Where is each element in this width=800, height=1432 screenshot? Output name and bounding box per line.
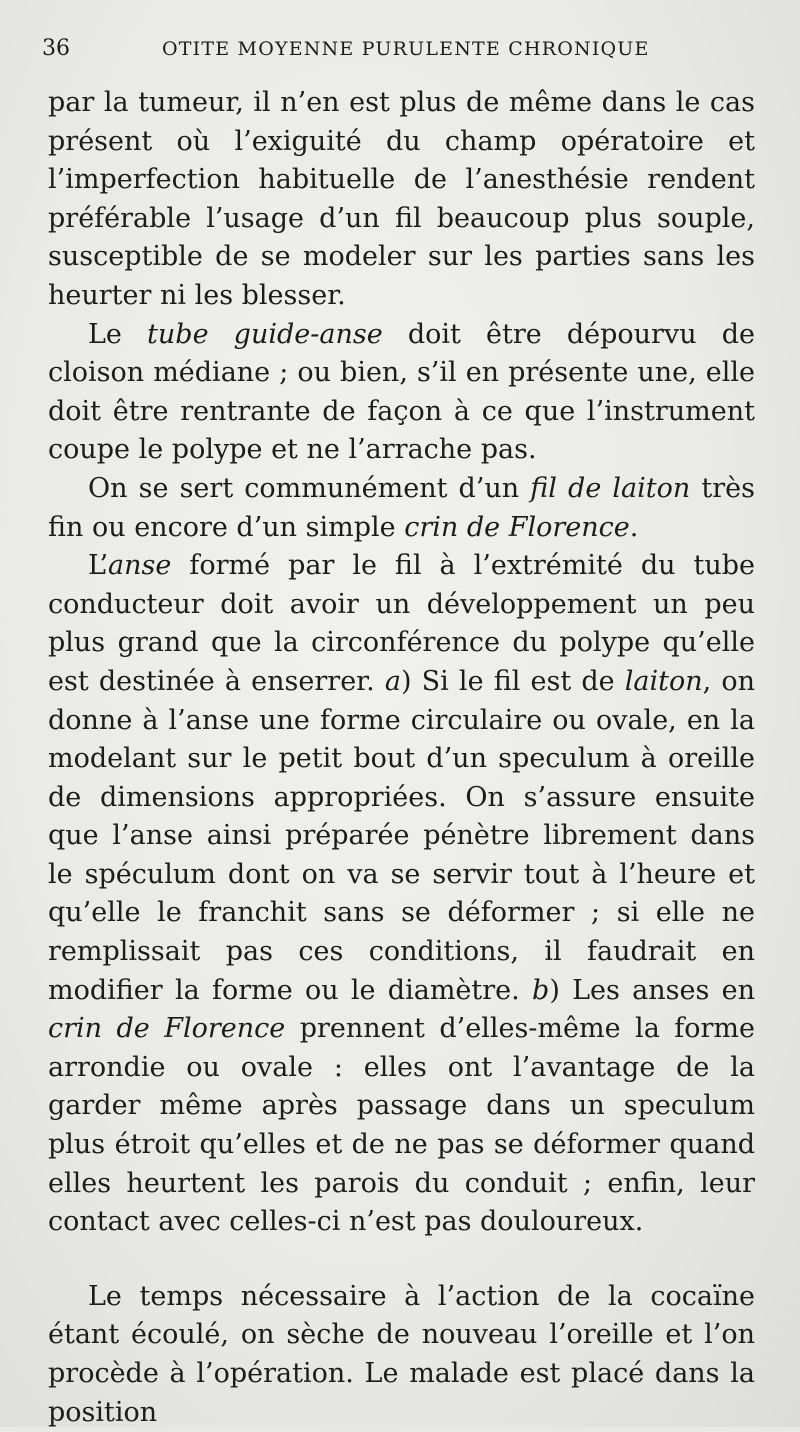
italic-term: a [384, 665, 401, 697]
paragraph-2: Le tube guide-anse doit être dépourvu de cloison médiane ; ou bien, s’il en présente une, elle doit être rentrante de façon à ce que l’instrument coupe le polype et ne l’arrache pas. [48, 318, 755, 466]
paragraph-1: par la tumeur, il n’en est plus de même dans le cas présent où l’exiguité du champ opératoire et l’imperfection habituelle de l’anesthésie rendent préférable l’usage d’un fil beaucoup plus souple, susceptible de se modeler sur les parties sans les heurter ni les blesser. [48, 87, 755, 311]
italic-term: b [532, 974, 550, 1006]
body-text [48, 84, 755, 1432]
page-header [42, 36, 742, 68]
page-number: 36 [42, 36, 70, 61]
italic-term: tube guide-anse [147, 318, 383, 350]
paragraph-4: L’anse formé par le fil à l’extrémité du tube conducteur doit avoir un développement un peu plus grand que la circonférence du polype qu’elle est destinée à enserrer. a) Si le fil est de laiton, on donne à l’anse une forme circulaire ou ovale, en la modelant sur le petit bout d’un speculum à oreille de dimensions appropriées. On s’assure ensuite que l’anse ainsi préparée pénètre librement dans le spéculum dont on va se servir tout à l’heure et qu’elle le franchit sans se déformer ; si elle ne remplissait pas ces conditions, il faudrait en modifier la forme ou le diamètre. b) Les anses en crin de Florence prennent d’elles-même la forme arrondie ou ovale : elles ont l’avantage de la garder même après passage dans un speculum plus étroit qu’elles et de ne pas se déformer quand elles heurtent les parois du conduit ; enfin, leur contact avec celles-ci n’est pas douloureux. [48, 550, 756, 1238]
running-title: OTITE MOYENNE PURULENTE CHRONIQUE [162, 38, 650, 60]
italic-term: laiton [624, 665, 703, 697]
italic-term: crin de Florence [48, 1013, 286, 1045]
paragraph-5: Le temps nécessaire à l’action de la cocaïne étant écoulé, on sèche de nouveau l’oreille et l’on procède à l’opération. Le malade est placé dans la position [48, 1280, 755, 1428]
italic-term: fil de laiton [530, 472, 691, 504]
italic-term: anse [108, 550, 172, 582]
italic-term: crin de Florence [404, 511, 630, 543]
paragraph-3: On se sert communément d’un fil de laiton très fin ou encore d’un simple crin de Florence. [48, 472, 755, 543]
